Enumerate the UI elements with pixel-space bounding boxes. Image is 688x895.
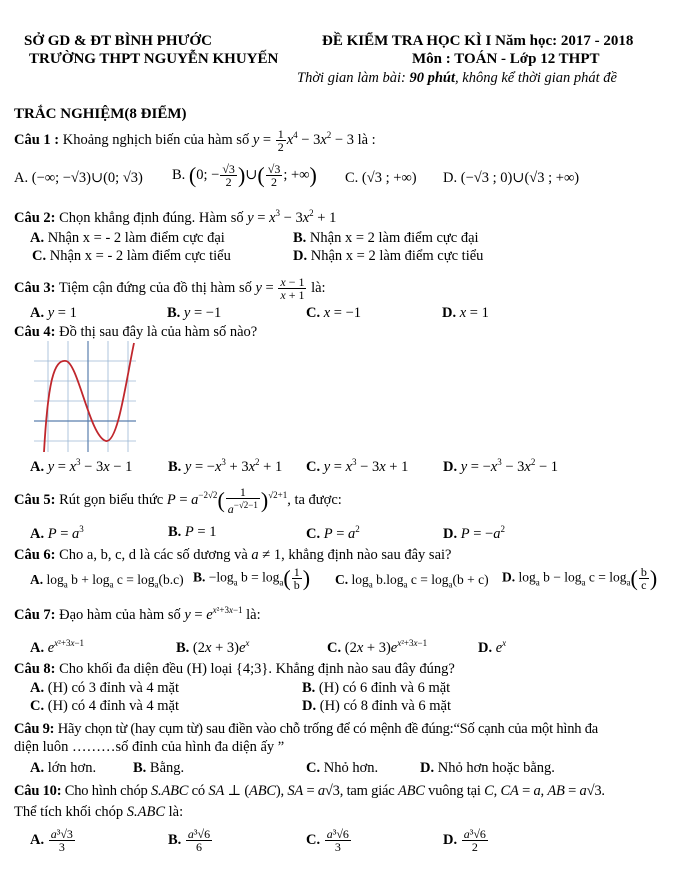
q5-option-d: D. $P = -a^2$ [443, 524, 505, 542]
question-10-line2: Thể tích khối chóp S.ABC là: [14, 804, 184, 820]
q8-option-c: C. (H) có 4 đỉnh và 4 mặt [30, 698, 180, 714]
q4-option-c: C. $y = x^3 - 3x + 1$ [306, 457, 409, 475]
q7-option-a: A. $e^{x^2+3x-1}$ [30, 638, 85, 656]
q10-option-b: B. $\frac{\text{a³√6}}{6}$ [168, 827, 211, 854]
q7-option-c: C. $(2x + 3)e^{x^2+3x-1}$ [327, 638, 428, 656]
question-9: Câu 9: Hãy chọn từ (hay cụm từ) sau điền vào chỗ trống để có mệnh đề đúng:“Số cạnh của một hình đa [14, 721, 599, 737]
q9-option-d: D. Nhỏ hơn hoặc bằng. [420, 760, 555, 776]
q5-option-b: B. P = 1 [168, 524, 217, 540]
q5-option-a: A. $P = a^3$ [30, 524, 84, 542]
q3-option-b: B. y = −1 [167, 305, 222, 321]
question-3: Câu 3: Tiệm cận đứng của đồ thị hàm số y = $\frac{x - 1}{x + 1}$ là: [14, 275, 326, 302]
question-2: Câu 2: Chọn khẳng định đúng. Hàm số $y = x^3 - 3x^2 + 1$ [14, 208, 337, 226]
q8-option-d: D. (H) có 8 đỉnh và 6 mặt [302, 698, 452, 714]
q9-option-c: C. Nhỏ hơn. [306, 760, 379, 776]
q3-option-a: A. y = 1 [30, 305, 77, 321]
q10-option-d: D. $\frac{\text{a³√6}}{2}$ [443, 827, 486, 854]
section-title: TRẮC NGHIỆM(8 ĐIỂM) [14, 106, 187, 122]
q9-option-b: B. Bằng. [133, 760, 185, 776]
exam-title: ĐỀ KIỂM TRA HỌC KÌ I Năm học: 2017 - 2018 [322, 33, 634, 49]
q5-option-c: C. $P = a^2$ [306, 524, 360, 542]
question-1: Câu 1 : Khoảng nghịch biến của hàm số y = $\frac{1}{2}$ $x^4 - 3x^2 - 3$ là : [14, 127, 376, 154]
question-4: Câu 4: Đồ thị sau đây là của hàm số nào? [14, 324, 258, 340]
q1-option-c: C. (√3 ; +∞) [345, 170, 417, 186]
q6-option-d: D. $\log_a b - \log_a c = \log_a$( $\frac{b}{c}$ ) [502, 565, 658, 592]
q7-option-d: D. $e^x$ [478, 638, 507, 656]
q1-option-a: A. (−∞; −√3)∪(0; √3) [14, 170, 143, 186]
cubic-curve [44, 343, 134, 452]
q8-option-b: B. (H) có 6 đỉnh và 6 mặt [302, 680, 451, 696]
q2-option-a: A. Nhận x = - 2 làm điểm cực đại [30, 230, 225, 246]
question-6: Câu 6: Cho a, b, c, d là các số dương và a ≠ 1, khẳng định nào sau đây sai? [14, 547, 452, 563]
question-8: Câu 8: Cho khối đa diện đều (H) loại {4;3}. Khẳng định nào sau đây đúng? [14, 661, 455, 677]
q8-option-a: A. (H) có 3 đỉnh và 4 mặt [30, 680, 180, 696]
subject-line: Môn : TOÁN - Lớp 12 THPT [412, 51, 600, 67]
q6-option-a: A. $\log_a b + \log_a c = \log_a(b.c)$ [30, 572, 184, 590]
question-5: Câu 5: Rút gọn biểu thức $P = a^{-2√2}$( $\frac{1}{a^{-√2-1}}$ )$^{√2+1}$, ta được: [14, 485, 342, 516]
q4-option-b: B. $y = -x^3 + 3x^2 + 1$ [168, 457, 283, 475]
q2-option-b: B. Nhận x = 2 làm điểm cực đại [293, 230, 479, 246]
function-graph [34, 341, 136, 452]
q4-option-a: A. $y = x^3 - 3x - 1$ [30, 457, 133, 475]
q7-option-b: B. $(2x + 3)e^x$ [176, 638, 250, 656]
q10-option-c: C. $\frac{\text{a³√6}}{3}$ [306, 827, 349, 854]
question-7: Câu 7: Đạo hàm của hàm số $y = e^{x^2+3x-1}$ là: [14, 605, 261, 623]
q2-option-c: C. Nhận x = - 2 làm điểm cực tiểu [32, 248, 231, 264]
q4-option-d: D. $y = -x^3 - 3x^2 - 1$ [443, 457, 559, 475]
q1-option-b: B. (0; − $\frac{√3}{2}$ )∪( $\frac{√3}{2}$ ; +∞) [172, 162, 317, 189]
q6-option-b: B. $-\log_a$ $b = \log_a$( $\frac{1}{b}$ ) [193, 565, 311, 592]
q10-option-a: A. $\frac{\text{a³√3}}{3}$ [30, 827, 73, 854]
q1-option-d: D. (−√3 ; 0)∪(√3 ; +∞) [443, 170, 580, 186]
q2-option-d: D. Nhận x = 2 làm điểm cực tiểu [293, 248, 484, 264]
q6-option-c: C. $\log_a b.\log_a$ $c = \log_a(b + c)$ [335, 572, 489, 590]
q3-option-c: C. x = −1 [306, 305, 362, 321]
dept-name: SỞ GD & ĐT BÌNH PHƯỚC [24, 33, 212, 49]
q9-option-a: A. lớn hơn. [30, 760, 97, 776]
school-name: TRƯỜNG THPT NGUYỄN KHUYẾN [29, 51, 279, 67]
question-10: Câu 10: Cho hình chóp S.ABC có SA ⊥ (ABC), SA = a√3, tam giác ABC vuông tại C, CA = a, AB = a√3. [14, 783, 605, 799]
question-9-line2: diện luôn ………số đỉnh của hình đa diện ấy ” [14, 739, 285, 755]
time-line: Thời gian làm bài: 90 phút, không kể thời gian phát đề [297, 70, 617, 86]
q3-option-d: D. x = 1 [442, 305, 489, 321]
